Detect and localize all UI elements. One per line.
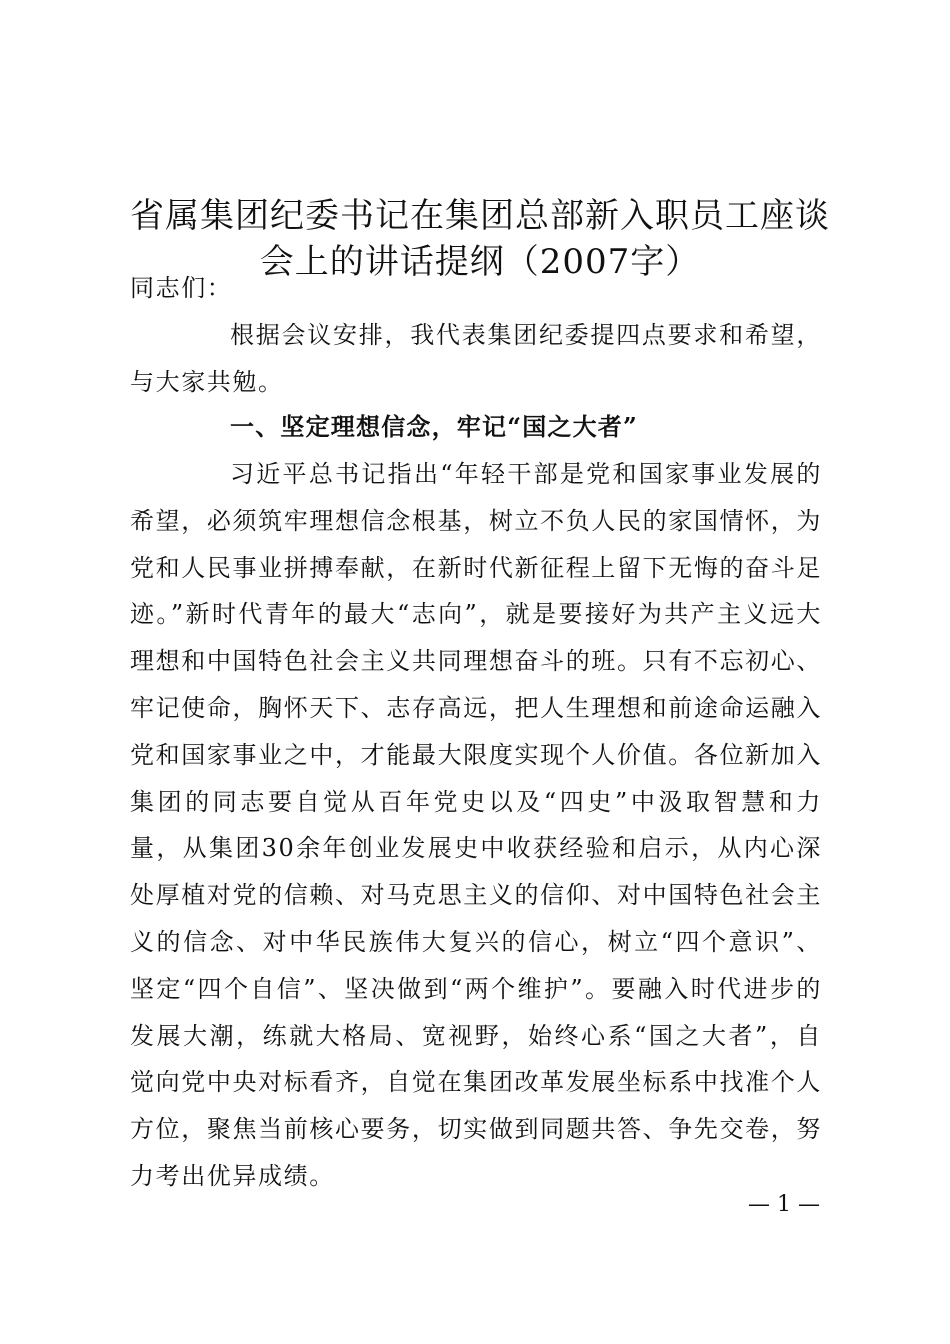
- section-heading-1: 一、坚定理想信念，牢记“国之大者”: [230, 412, 639, 441]
- paragraph-intro: 根据会议安排，我代表集团纪委提四点要求和希望，与大家共勉。: [130, 321, 822, 396]
- title-line-1: 省属集团纪委书记在集团总部新入职员工座谈: [130, 195, 830, 236]
- paragraph-section-1: 习近平总书记指出“年轻干部是党和国家事业发展的希望，必须筑牢理想信念根基，树立不负人民的家国情怀，为党和人民事业拼搏奉献，在新时代新征程上留下无悔的奋斗足迹。”新时代青年的最大“志向”，就是要接好为共产主义远大理想和中国特色社会主义共同理想奋斗的班。只有不忘初心、牢记使命，胸怀天下、志存高远，把人生理想和前途命运融入党和国家事业之中，才能最大限度实现个人价值。各位新加入集团的同志要自觉从百年党史以及“四史”中汲取智慧和力量，从集团30余年创业发展史中收获经验和启示，从内心深处厚植对党的信赖、对马克思主义的信仰、对中国特色社会主义的信念、对中华民族伟大复兴的信心，树立“四个意识”、坚定“四个自信”、坚决做到“两个维护”。要融入时代进步的发展大潮，练就大格局、宽视野，始终心系“国之大者”，自觉向党中央对标看齐，自觉在集团改革发展坐标系中找准个人方位，聚焦当前核心要务，切实做到同题共答、争先交卷，努力考出优异成绩。: [130, 460, 822, 1190]
- title-line-2: 会上的讲话提纲（2007字）: [259, 241, 701, 282]
- page-number: — 1 —: [748, 1192, 820, 1217]
- salutation: 同志们：: [130, 274, 233, 302]
